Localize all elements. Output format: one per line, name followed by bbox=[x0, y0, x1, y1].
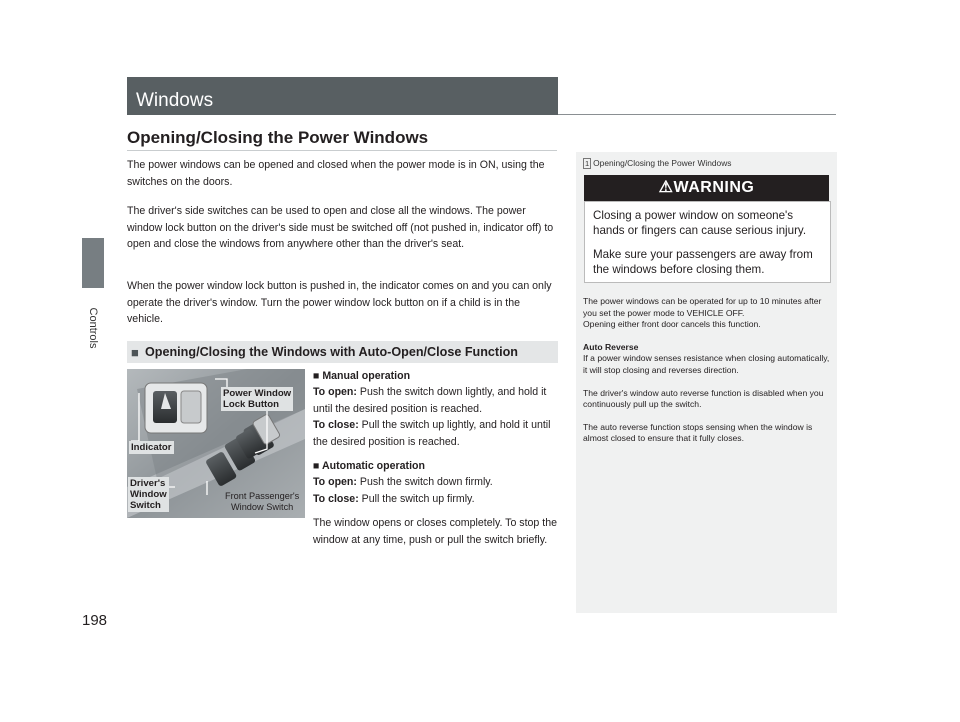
section-heading: Opening/Closing the Power Windows bbox=[127, 128, 429, 147]
label-front-passenger-switch: Front Passenger's Window Switch bbox=[225, 491, 300, 512]
note-power-mode: The power windows can be operated for up to 10 minutes after you set the power mode to VEHICLE OFF. bbox=[583, 296, 822, 318]
label-lock-button: Power Window Lock Button bbox=[223, 388, 292, 410]
manual-close-text: Pull the switch up lightly, and hold it until the desired position is reached. bbox=[313, 419, 551, 448]
manual-open-label: To open: bbox=[313, 386, 357, 399]
heading-rule bbox=[127, 150, 557, 151]
driver-switch-paragraph: The driver's side switches can be used to open and close all the windows. The power window lock button on the driver's side must be switched off (not pushed in, indicator off) to open and close the windows from anywhere other than the driver's seat. bbox=[127, 205, 554, 251]
lock-button-secondary-icon bbox=[181, 391, 201, 423]
warning-body bbox=[584, 201, 831, 283]
warning-header bbox=[584, 175, 829, 201]
auto-reverse-heading: Auto Reverse bbox=[583, 341, 639, 352]
auto-heading: ■ Automatic operation bbox=[313, 460, 425, 473]
intro-paragraph: The power windows can be opened and closed when the power mode is in ON, using the switches on the doors. bbox=[127, 159, 545, 188]
auto-open-label: To open: bbox=[313, 476, 357, 489]
sidebar-title: 1 Opening/Closing the Power Windows bbox=[585, 158, 732, 168]
warning-title: WARNING bbox=[673, 179, 755, 196]
page-title: Windows bbox=[136, 90, 214, 111]
label-driver-switch: Driver's Window Switch bbox=[130, 478, 167, 511]
auto-close-text: Pull the switch up firmly. bbox=[361, 492, 475, 505]
subheading-bar bbox=[127, 341, 558, 363]
page-number: 198 bbox=[82, 612, 108, 629]
section-tab bbox=[82, 238, 104, 288]
reference-marker: 1 bbox=[585, 159, 590, 168]
title-rule bbox=[558, 114, 836, 115]
manual-close-label: To close: bbox=[313, 419, 359, 432]
auto-note: The window opens or closes completely. To stop the window at any time, push or pull the switch briefly. bbox=[313, 517, 557, 546]
warning-text-1: Closing a power window on someone's hands or fingers can cause serious injury. bbox=[593, 209, 807, 237]
lock-button-paragraph: When the power window lock button is pushed in, the indicator comes on and you can only operate the driver's window. Turn the power window lock button on if a child is in the vehicle. bbox=[127, 280, 552, 326]
note-reverse-disabled: The driver's window auto reverse function is disabled when you continuously pull up the switch. bbox=[583, 387, 824, 410]
title-band bbox=[127, 77, 558, 115]
label-indicator: Indicator bbox=[131, 442, 172, 453]
manual-heading: ■ Manual operation bbox=[313, 370, 411, 382]
sidebar-notes bbox=[583, 296, 831, 445]
warning-box bbox=[576, 175, 837, 286]
auto-open-text: Push the switch down firmly. bbox=[359, 476, 493, 489]
operation-instructions bbox=[313, 368, 563, 548]
note-door-cancel: Opening either front door cancels this function. bbox=[583, 319, 761, 330]
auto-reverse-text: If a power window senses resistance when closing automatically, it will stop closing and reverses direction. bbox=[583, 353, 830, 375]
section-label: Controls bbox=[87, 307, 99, 349]
warning-text-2: Make sure your passengers are away from the windows before closing them. bbox=[593, 248, 813, 276]
note-reverse-stop: The auto reverse function stops sensing when the window is almost closed to ensure that it fully closes. bbox=[583, 421, 813, 444]
subheading-marker: ■ bbox=[131, 345, 139, 360]
window-switch-figure bbox=[127, 369, 305, 518]
auto-close-label: To close: bbox=[313, 492, 359, 505]
subheading-text: Opening/Closing the Windows with Auto-Open/Close Function bbox=[145, 345, 519, 359]
manual-open-text: Push the switch down lightly, and hold it until the desired position is reached. bbox=[313, 386, 547, 415]
warning-icon: ⚠ bbox=[658, 179, 674, 196]
